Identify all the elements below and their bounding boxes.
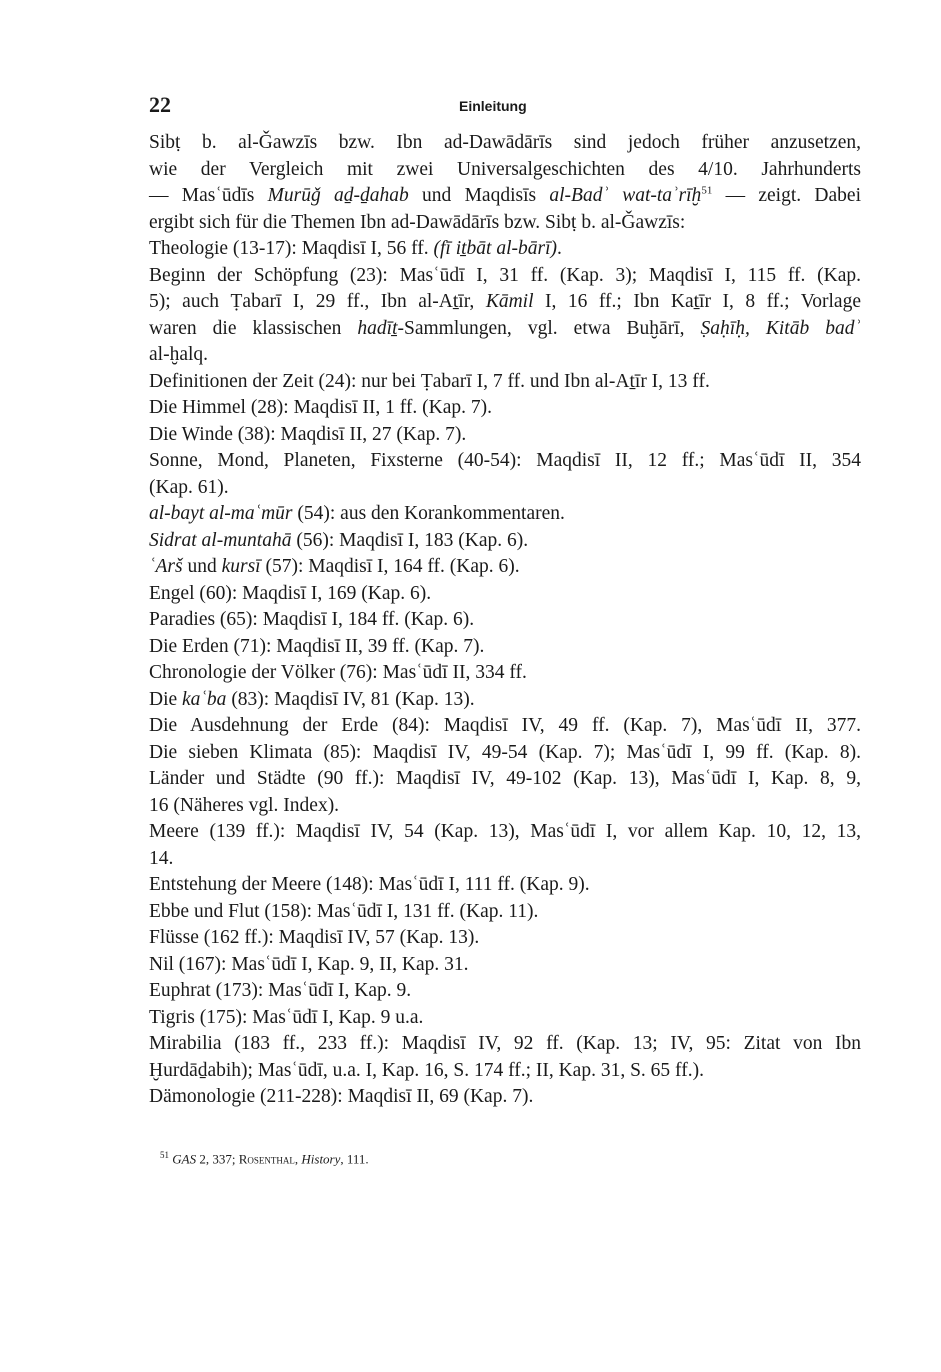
- text-line: Die Winde (38): Maqdisī II, 27 (Kap. 7).: [149, 423, 467, 445]
- text-line: Flüsse (162 ff.): Maqdisī IV, 57 (Kap. 13).: [149, 927, 480, 948]
- text-line: (Kap. 61).: [149, 476, 229, 498]
- page-number: 22: [149, 92, 171, 117]
- text-line: ergibt sich für die Themen Ibn ad-Dawādārīs bzw. Sibṭ b. al-Ǧawzīs:: [149, 211, 686, 233]
- text-line: Die kaʿba (83): Maqdisī IV, 81 (Kap. 13).: [149, 688, 475, 710]
- text-line: Sibṭ b. al-Ǧawzīs bzw. Ibn ad-Dawādārīs sind jedoch früher anzusetzen,: [149, 132, 861, 153]
- text-line: Die Himmel (28): Maqdisī II, 1 ff. (Kap. 7).: [149, 397, 492, 418]
- text-line: wie der Vergleich mit zwei Universalgeschichten des 4/10. Jahrhunderts: [149, 158, 861, 180]
- text-line: Engel (60): Maqdisī I, 169 (Kap. 6).: [149, 582, 432, 604]
- text-line: Die Erden (71): Maqdisī II, 39 ff. (Kap. 7).: [149, 635, 485, 657]
- text-line: Beginn der Schöpfung (23): Masʿūdī I, 31 ff. (Kap. 3); Maqdisī I, 115 ff. (Kap.: [149, 264, 861, 286]
- text-line: Die sieben Klimata (85): Maqdisī IV, 49-54 (Kap. 7); Masʿūdī I, 99 ff. (Kap. 8).: [149, 741, 861, 763]
- text-line: Nil (167): Masʿūdī I, Kap. 9, II, Kap. 31.: [149, 953, 469, 975]
- text-line: Die Ausdehnung der Erde (84): Maqdisī IV, 49 ff. (Kap. 7), Masʿūdī II, 377.: [149, 715, 861, 736]
- text-line: Sonne, Mond, Planeten, Fixsterne (40-54): Maqdisī II, 12 ff.; Masʿūdī II, 354: [149, 450, 861, 471]
- text-line: Meere (139 ff.): Maqdisī IV, 54 (Kap. 13), Masʿūdī I, vor allem Kap. 10, 12, 13,: [149, 821, 861, 842]
- text-line: al-ḫalq.: [149, 344, 209, 365]
- footnote: $^{51}$ GAS 2, 337; Rosenthal, History, 111.: [160, 1150, 369, 1167]
- text-line: ʿArš und kursī (57): Maqdisī I, 164 ff. (Kap. 6).: [149, 556, 520, 577]
- text-line: al-bayt al-maʿmūr (54): aus den Korankommentaren.: [149, 503, 565, 524]
- text-line: Entstehung der Meere (148): Masʿūdī I, 111 ff. (Kap. 9).: [149, 874, 590, 895]
- text-line: Tigris (175): Masʿūdī I, Kap. 9 u.a.: [149, 1006, 424, 1028]
- text-line: waren die klassischen hadīṯ-Sammlungen, vgl. etwa Buḫārī, Ṣaḥīḥ, Kitāb badʾ: [149, 317, 861, 339]
- text-line: — Masʿūdīs Murūǧ aḏ-ḏahab und Maqdisīs al-Badʾ wat-taʾrīḫ$^{51}$ — zeigt. Dabei: [149, 184, 861, 206]
- text-line: Euphrat (173): Masʿūdī I, Kap. 9.: [149, 980, 412, 1001]
- text-line: 14.: [149, 847, 174, 869]
- text-line: Chronologie der Völker (76): Masʿūdī II, 334 ff.: [149, 662, 527, 683]
- text-line: Ebbe und Flut (158): Masʿūdī I, 131 ff. (Kap. 11).: [149, 900, 539, 922]
- text-line: Theologie (13-17): Maqdisī I, 56 ff. (fī iṯbāt al-bārī).: [149, 238, 562, 259]
- text-line: 16 (Näheres vgl. Index).: [149, 794, 340, 816]
- footnote-marker: 51: [160, 1150, 169, 1160]
- text-line: Länder und Städte (90 ff.): Maqdisī IV, 49-102 (Kap. 13), Masʿūdī I, Kap. 8, 9,: [149, 768, 861, 789]
- text-line: Mirabilia (183 ff., 233 ff.): Maqdisī IV, 92 ff. (Kap. 13; IV, 95: Zitat von Ibn: [149, 1033, 861, 1054]
- running-title: Einleitung: [459, 98, 527, 114]
- footnote-ref: 51: [701, 184, 713, 197]
- text-line: Paradies (65): Maqdisī I, 184 ff. (Kap. 6).: [149, 609, 475, 630]
- text-line: Sidrat al-muntahā (56): Maqdisī I, 183 (Kap. 6).: [149, 529, 529, 551]
- text-line: Definitionen der Zeit (24): nur bei Ṭabarī I, 7 ff. und Ibn al-Aṯīr I, 13 ff.: [149, 370, 710, 392]
- text-line: Dämonologie (211-228): Maqdisī II, 69 (Kap. 7).: [149, 1086, 534, 1107]
- text-line: Ḫurdāḏabih); Masʿūdī, u.a. I, Kap. 16, S. 174 ff.; II, Kap. 31, S. 65 ff.).: [149, 1059, 704, 1081]
- body-text: [149, 130, 861, 1111]
- text-line: 5); auch Ṭabarī I, 29 ff., Ibn al-Aṯīr, Kāmil I, 16 ff.; Ibn Kaṯīr I, 8 ff.; Vorlage: [149, 291, 861, 312]
